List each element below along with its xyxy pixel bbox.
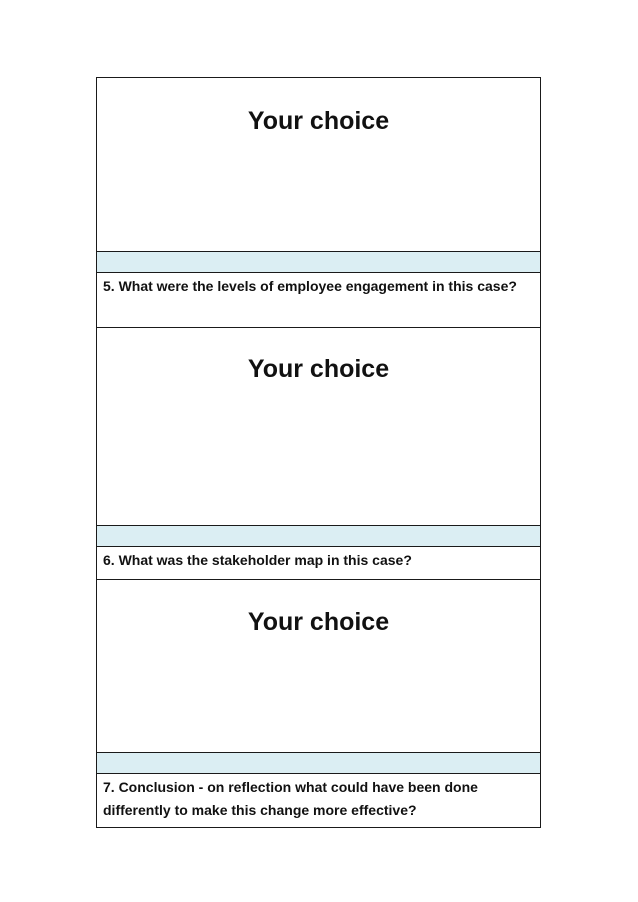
answer-cell[interactable] bbox=[97, 327, 540, 525]
spacer-row bbox=[97, 251, 540, 272]
question-cell: 5. What were the levels of employee engagement in this case? bbox=[97, 272, 540, 327]
answer-cell[interactable] bbox=[97, 78, 540, 251]
question-cell: 7. Conclusion - on reflection what could have been done differently to make this change more effective? bbox=[97, 773, 540, 827]
spacer-row bbox=[97, 525, 540, 546]
answer-placeholder: Your choice bbox=[247, 355, 390, 383]
answer-cell[interactable] bbox=[97, 579, 540, 752]
answer-placeholder: Your choice bbox=[247, 107, 390, 135]
question-cell: 6. What was the stakeholder map in this case? bbox=[97, 546, 540, 579]
answer-placeholder: Your choice bbox=[247, 608, 390, 636]
spacer-row bbox=[97, 752, 540, 773]
questionnaire-table bbox=[96, 77, 541, 828]
